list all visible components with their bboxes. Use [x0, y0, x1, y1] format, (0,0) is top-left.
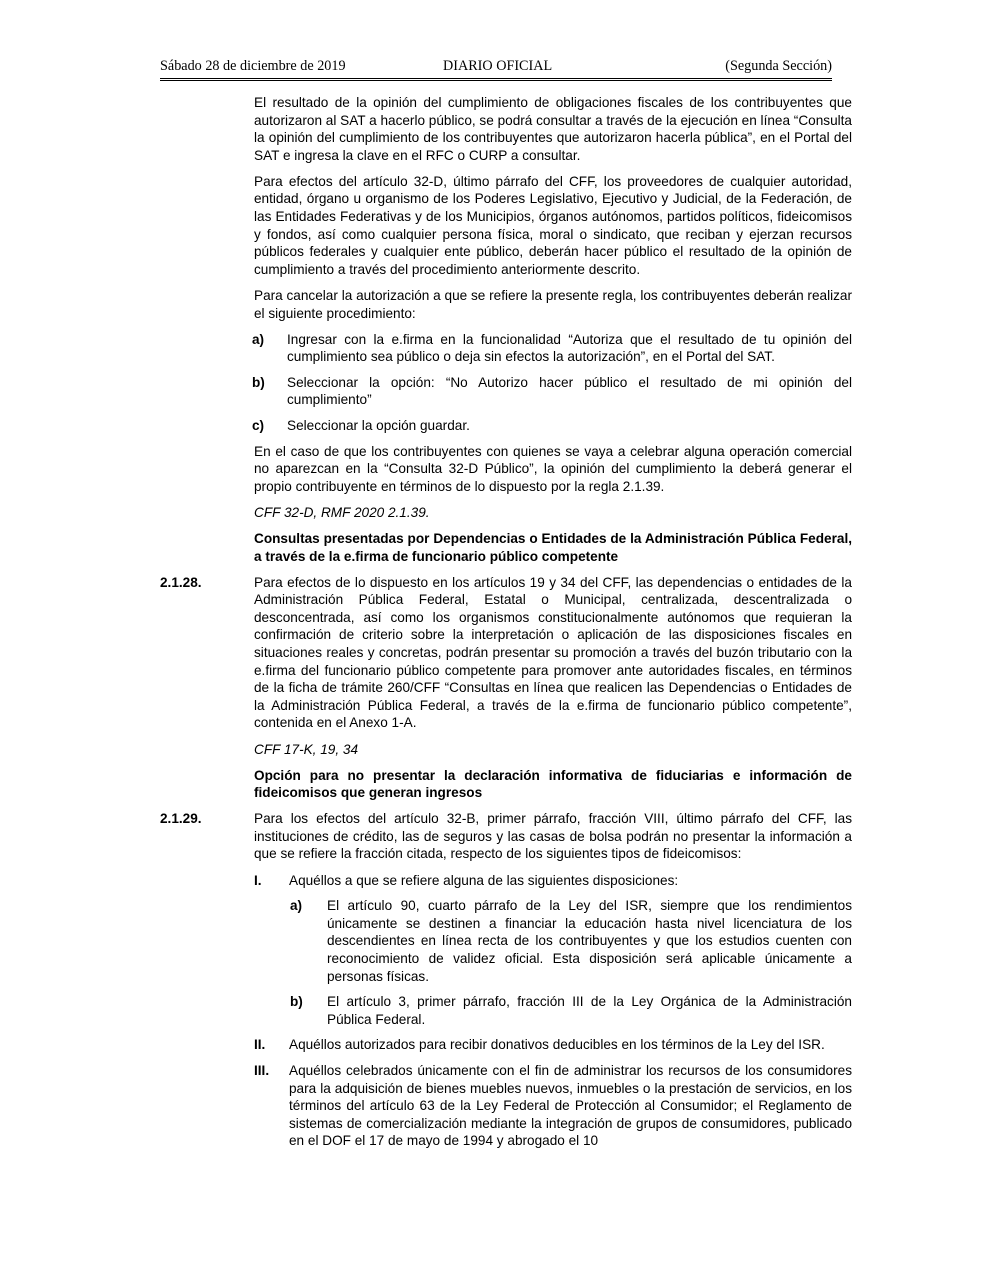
rule-number: 2.1.29.	[160, 811, 202, 827]
page-header	[160, 58, 832, 81]
document-body	[160, 94, 852, 1158]
legal-reference: CFF 17-K, 19, 34	[254, 741, 359, 757]
header-title: DIARIO OFICIAL	[443, 58, 553, 74]
rule-2-1-28	[160, 574, 852, 732]
intro-paragraph-2: Para efectos del artículo 32-D, último párrafo del CFF, los proveedores de cualquier autoridad, entidad, órgano u organismo de los Poderes Legislativo, Ejecutivo y Judicial, de la Federación, de las Entidades Federativas y de los Municipios, órganos autónomos, partidos políticos, fideicomisos y fondos, así como cualquier persona física, moral o sindicato, que reciban y ejerzan recursos públicos federales y cualquier ente público, deberán hacer público el resultado de la opinión de cumplimiento a través del procedimiento anteriormente descrito.	[254, 173, 852, 277]
list-item	[160, 993, 852, 1028]
header-date: Sábado 28 de diciembre de 2019	[160, 58, 346, 74]
list-item-text: Aquéllos a que se refiere alguna de las siguientes disposiciones:	[289, 872, 679, 888]
list-item-text: Seleccionar la opción: “No Autorizo hacer público el resultado de mi opinión del cumplimiento”	[287, 374, 852, 408]
rule-2-1-29	[160, 810, 852, 863]
rule-text: Para efectos de lo dispuesto en los artículos 19 y 34 del CFF, las dependencias o entidades de la Administración Pública Federal, Estatal o Municipal, centralizada, descentralizada o desconcentrada, así como los organismos constitucionalmente autónomos que requieran la confirmación de criterio sobre la interpretación o aplicación de las disposiciones fiscales en situaciones reales y concretas, podrán presentar su promoción a través del buzón tributario con la e.firma del funcionario público competente para promover ante autoridades fiscales, en términos de la ficha de trámite 260/CFF “Consultas en línea que realicen las Dependencias o Entidades de la Administración Pública Federal, a través de la e.firma de funcionario público competente”, contenida en el Anexo 1-A.	[254, 574, 852, 731]
list-item-text: Aquéllos autorizados para recibir donativos deducibles en los términos de la Ley del ISR.	[289, 1037, 825, 1053]
list-item	[160, 897, 852, 985]
list-marker: II.	[254, 1037, 266, 1053]
list-item	[160, 374, 852, 409]
intro-paragraph-3: Para cancelar la autorización a que se refiere la presente regla, los contribuyentes deberán realizar el siguiente procedimiento:	[254, 287, 852, 321]
list-marker: b)	[252, 374, 265, 390]
intro-paragraph-1: El resultado de la opinión del cumplimiento de obligaciones fiscales de los contribuyentes que autorizaron al SAT a hacerlo público, se podrá consultar a través de la ejecución en línea “Consulta la opinión del cumplimiento de los contribuyentes que autorizaron hacerla pública”, en el Portal del SAT e ingresa la clave en el RFC o CURP a consultar.	[254, 95, 852, 163]
list-marker: III.	[254, 1062, 270, 1078]
list-item-text: El artículo 3, primer párrafo, fracción III de la Ley Orgánica de la Administración Pública Federal.	[327, 994, 852, 1027]
list-item	[160, 1036, 852, 1054]
list-marker: a)	[252, 331, 265, 347]
legal-reference: CFF 32-D, RMF 2020 2.1.39.	[254, 504, 430, 520]
list-item-text: Aquéllos celebrados únicamente con el fin de administrar los recursos de los consumidores para la adquisición de bienes muebles nuevos, inmuebles o la prestación de servicios, en los términos del artículo 63 de la Ley Federal de Protección al Consumidor; el Reglamento de sistemas de comercialización mediante la integración de grupos de consumidores, publicado en el DOF el 17 de mayo de 1994 y abrogado el 10	[289, 1062, 852, 1149]
list-item	[160, 331, 852, 366]
list-item	[160, 417, 852, 435]
rule-text: Para los efectos del artículo 32-B, primer párrafo, fracción VIII, último párrafo del CFF, las instituciones de crédito, las de seguros y las casas de bolsa podrán no presentar la información a que se refiere la fracción citada, respecto de los siguientes tipos de fideicomisos:	[254, 811, 852, 862]
intro-paragraph-4: En el caso de que los contribuyentes con quienes se vaya a celebrar alguna operación comercial no aparezcan en la “Consulta 32-D Público”, la opinión del cumplimiento la deberá generar el propio contribuyente en términos de lo dispuesto por la regla 2.1.39.	[254, 443, 852, 494]
list-item	[160, 1062, 852, 1150]
header-section: (Segunda Sección)	[725, 58, 832, 74]
list-marker: c)	[252, 418, 265, 433]
rule-heading: Opción para no presentar la declaración informativa de fiduciarias e información de fideicomisos que generan ingresos	[254, 767, 852, 801]
list-item-text: Ingresar con la e.firma en la funcionalidad “Autoriza que el resultado de tu opinión del cumplimiento sea público o deja sin efectos la autorización”, en el Portal del SAT.	[287, 331, 852, 365]
rule-heading: Consultas presentadas por Dependencias o Entidades de la Administración Pública Federal, a través de la e.firma de funcionario público competente	[254, 530, 852, 564]
list-marker: a)	[290, 898, 303, 914]
list-item	[160, 872, 852, 890]
list-marker: I.	[254, 872, 262, 888]
list-marker: b)	[290, 994, 303, 1010]
rule-number: 2.1.28.	[160, 574, 202, 590]
list-item-text: Seleccionar la opción guardar.	[287, 418, 470, 433]
list-item-text: El artículo 90, cuarto párrafo de la Ley del ISR, siempre que los rendimientos únicamente se destinen a financiar la educación hasta nivel licenciatura de los descendientes en línea recta de los contribuyentes y que los estudios cuenten con reconocimiento de validez oficial. Esta disposición será aplicable únicamente a personas físicas.	[327, 898, 852, 984]
